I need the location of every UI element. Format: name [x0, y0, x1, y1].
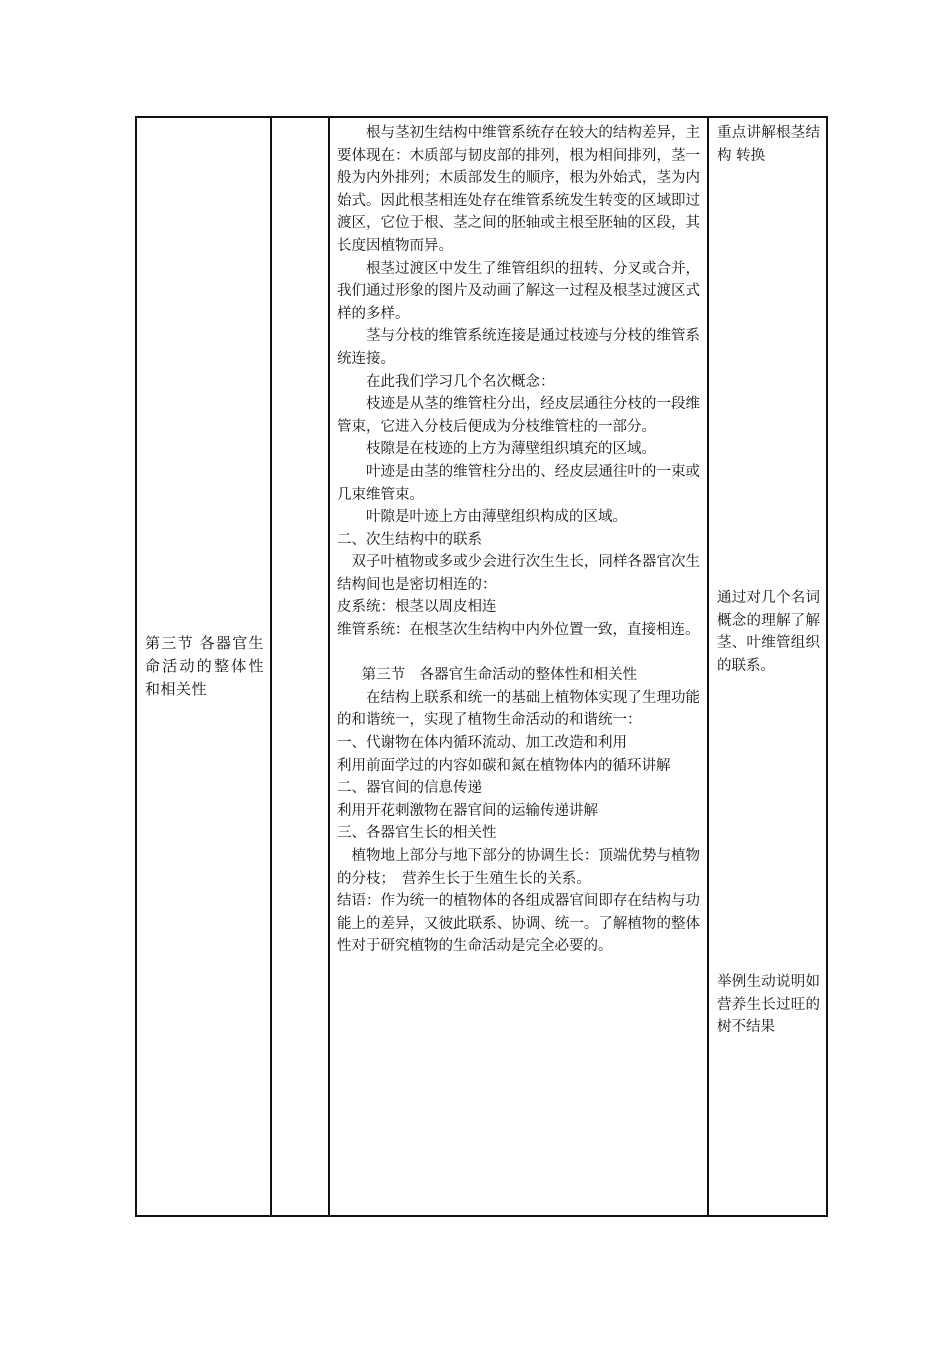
notes-cell: [708, 117, 827, 1216]
content-heading: 二、次生结构中的联系: [337, 531, 482, 548]
teaching-note: 举例生动说明如营养生长过旺的树不结果: [717, 974, 820, 1036]
content-paragraph: 皮系统：根茎以周皮相连: [337, 599, 497, 616]
content-paragraph: 根茎过渡区中发生了维管组织的扭转、分叉或合并，我们通过形象的图片及动画了解这一过程及根茎过渡区式样的多样。: [337, 260, 700, 322]
content-paragraph: 利用前面学过的内容如碳和氮在植物体内的循环讲解: [337, 757, 671, 774]
lesson-plan-table: [135, 116, 828, 1217]
teaching-note: 通过对几个名词概念的理解了解茎、叶维管组织的联系。: [717, 590, 820, 674]
content-heading: 三、各器官生长的相关性: [337, 825, 497, 842]
content-paragraph: 利用开花刺激物在器官间的运输传递讲解: [337, 802, 598, 819]
content-cell: [329, 117, 708, 1216]
content-paragraph: 枝迹是从茎的维管柱分出，经皮层通往分枝的一段维管束，它进入分枝后便成为分枝维管柱的一部分。: [337, 396, 700, 435]
section-title: 第三节 各器官生命活动的整体性和相关性: [361, 667, 638, 684]
teaching-note: 重点讲解根茎结构 转换: [717, 125, 820, 164]
content-paragraph: 在结构上联系和统一的基础上植物体实现了生理功能的和谐统一，实现了植物生命活动的和谐统一：: [337, 689, 700, 729]
content-paragraph: 叶迹是由茎的维管柱分出的、经皮层通往叶的一束或几束维管束。: [337, 463, 700, 503]
table-row: [136, 117, 827, 1216]
content-paragraph: 茎与分枝的维管系统连接是通过枝迹与分枝的维管系统连接。: [337, 328, 700, 367]
teaching-content: [330, 118, 707, 958]
content-paragraph: 根与茎初生结构中维管系统存在较大的结构差异，主要体现在：木质部与韧皮部的排列，根为相间排列，茎一般为内外排列；木质部发生的顺序，根为外始式，茎为内始式。因此根茎相连处存在维管系统发生转变的区域即过渡区，它位于根、茎之间的胚轴或主根至胚轴的区段，其长度因植物而异。: [337, 125, 700, 254]
content-paragraph: 植物地上部分与地下部分的协调生长：顶端优势与植物的分枝； 营养生长于生殖生长的关系。: [337, 848, 700, 887]
blank-line: [337, 642, 700, 665]
topic-cell: [136, 117, 271, 1216]
empty-cell: [271, 117, 329, 1216]
content-paragraph: 在此我们学习几个名次概念：: [366, 373, 555, 390]
content-paragraph: 枝隙是在枝迹的上方为薄壁组织填充的区域。: [366, 441, 656, 458]
topic-title: 第三节 各器官生命活动的整体性和相关性: [145, 634, 264, 698]
content-paragraph: 叶隙是叶迹上方由薄壁组织构成的区域。: [366, 509, 627, 526]
content-paragraph: 双子叶植物或多或少会进行次生生长，同样各器官次生结构间也是密切相连的：: [337, 554, 700, 593]
content-heading: 一、代谢物在体内循环流动、加工改造和利用: [337, 735, 627, 752]
content-paragraph: 结语：作为统一的植物体的各组成器官间即存在结构与功能上的差异，又彼此联系、协调、统一。了解植物的整体性对于研究植物的生命活动是完全必要的。: [337, 893, 700, 955]
content-heading: 二、器官间的信息传递: [337, 780, 482, 797]
content-paragraph: 维管系统：在根茎次生结构中内外位置一致，直接相连。: [337, 622, 700, 639]
